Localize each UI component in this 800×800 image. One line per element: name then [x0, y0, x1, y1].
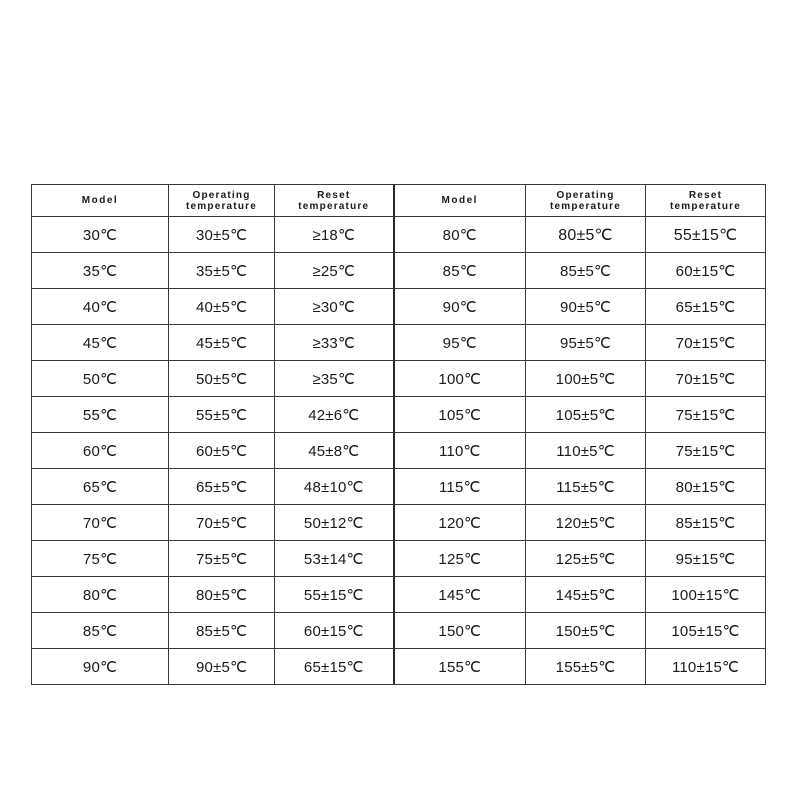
cell-operating-temperature: 80±5℃ [169, 577, 275, 613]
cell-operating-temperature-2: 145±5℃ [526, 577, 646, 613]
cell-model: 50℃ [32, 361, 169, 397]
header-reset-temperature: Reset temperature [275, 185, 394, 217]
cell-model-2: 85℃ [394, 253, 526, 289]
table-row [32, 433, 766, 469]
cell-model-2: 95℃ [394, 325, 526, 361]
cell-operating-temperature-2: 100±5℃ [526, 361, 646, 397]
cell-reset-temperature: ≥25℃ [275, 253, 394, 289]
cell-operating-temperature: 35±5℃ [169, 253, 275, 289]
cell-reset-temperature: 65±15℃ [275, 649, 394, 685]
cell-reset-temperature: 50±12℃ [275, 505, 394, 541]
cell-model: 80℃ [32, 577, 169, 613]
cell-operating-temperature: 55±5℃ [169, 397, 275, 433]
cell-operating-temperature: 40±5℃ [169, 289, 275, 325]
cell-operating-temperature-2: 120±5℃ [526, 505, 646, 541]
cell-model-2: 80℃ [394, 217, 526, 253]
cell-operating-temperature: 90±5℃ [169, 649, 275, 685]
cell-reset-temperature: 60±15℃ [275, 613, 394, 649]
cell-reset-temperature-2: 60±15℃ [646, 253, 766, 289]
cell-operating-temperature: 75±5℃ [169, 541, 275, 577]
cell-reset-temperature-2: 85±15℃ [646, 505, 766, 541]
cell-operating-temperature-2: 105±5℃ [526, 397, 646, 433]
table-body [32, 217, 766, 685]
cell-reset-temperature: ≥30℃ [275, 289, 394, 325]
cell-model: 40℃ [32, 289, 169, 325]
header-operating-temperature-2: Operating temperature [526, 185, 646, 217]
table-row [32, 577, 766, 613]
cell-reset-temperature-2: 70±15℃ [646, 361, 766, 397]
header-operating-temperature: Operating temperature [169, 185, 275, 217]
header-model-2: Model [394, 185, 526, 217]
cell-reset-temperature: 55±15℃ [275, 577, 394, 613]
cell-reset-temperature-2: 65±15℃ [646, 289, 766, 325]
table-row [32, 469, 766, 505]
cell-model: 85℃ [32, 613, 169, 649]
cell-operating-temperature-2: 85±5℃ [526, 253, 646, 289]
table-row [32, 541, 766, 577]
cell-reset-temperature-2: 75±15℃ [646, 433, 766, 469]
table-row [32, 505, 766, 541]
cell-operating-temperature-2: 95±5℃ [526, 325, 646, 361]
cell-reset-temperature: ≥18℃ [275, 217, 394, 253]
cell-operating-temperature: 45±5℃ [169, 325, 275, 361]
cell-reset-temperature-2: 105±15℃ [646, 613, 766, 649]
cell-model-2: 110℃ [394, 433, 526, 469]
cell-model-2: 155℃ [394, 649, 526, 685]
cell-reset-temperature: 42±6℃ [275, 397, 394, 433]
cell-model: 45℃ [32, 325, 169, 361]
cell-reset-temperature-2: 80±15℃ [646, 469, 766, 505]
cell-operating-temperature-2: 110±5℃ [526, 433, 646, 469]
cell-reset-temperature-2: 95±15℃ [646, 541, 766, 577]
table-row [32, 397, 766, 433]
cell-model-2: 115℃ [394, 469, 526, 505]
cell-operating-temperature: 30±5℃ [169, 217, 275, 253]
cell-reset-temperature: ≥35℃ [275, 361, 394, 397]
cell-model: 75℃ [32, 541, 169, 577]
cell-model-2: 145℃ [394, 577, 526, 613]
cell-operating-temperature-2: 155±5℃ [526, 649, 646, 685]
table-row [32, 253, 766, 289]
cell-reset-temperature-2: 100±15℃ [646, 577, 766, 613]
cell-reset-temperature: 45±8℃ [275, 433, 394, 469]
cell-operating-temperature-2: 90±5℃ [526, 289, 646, 325]
cell-reset-temperature: 48±10℃ [275, 469, 394, 505]
cell-reset-temperature: 53±14℃ [275, 541, 394, 577]
cell-reset-temperature-2: 70±15℃ [646, 325, 766, 361]
cell-model-2: 120℃ [394, 505, 526, 541]
header-row [32, 185, 766, 217]
cell-model-2: 100℃ [394, 361, 526, 397]
cell-model-2: 90℃ [394, 289, 526, 325]
cell-reset-temperature: ≥33℃ [275, 325, 394, 361]
table-row [32, 649, 766, 685]
cell-operating-temperature-2: 80±5℃ [526, 217, 646, 253]
table-row [32, 613, 766, 649]
cell-reset-temperature-2: 75±15℃ [646, 397, 766, 433]
cell-model-2: 150℃ [394, 613, 526, 649]
cell-model: 35℃ [32, 253, 169, 289]
cell-model: 70℃ [32, 505, 169, 541]
header-model: Model [32, 185, 169, 217]
temperature-spec-table [31, 184, 766, 685]
cell-model-2: 105℃ [394, 397, 526, 433]
table-row [32, 289, 766, 325]
cell-model: 30℃ [32, 217, 169, 253]
cell-operating-temperature-2: 125±5℃ [526, 541, 646, 577]
cell-model-2: 125℃ [394, 541, 526, 577]
header-reset-temperature-2: Reset temperature [646, 185, 766, 217]
table-row [32, 325, 766, 361]
cell-reset-temperature-2: 110±15℃ [646, 649, 766, 685]
cell-reset-temperature-2: 55±15℃ [646, 217, 766, 253]
cell-model: 60℃ [32, 433, 169, 469]
cell-operating-temperature: 85±5℃ [169, 613, 275, 649]
cell-operating-temperature: 60±5℃ [169, 433, 275, 469]
cell-operating-temperature-2: 150±5℃ [526, 613, 646, 649]
cell-operating-temperature: 70±5℃ [169, 505, 275, 541]
cell-model: 65℃ [32, 469, 169, 505]
table-row [32, 361, 766, 397]
cell-model: 90℃ [32, 649, 169, 685]
cell-operating-temperature: 50±5℃ [169, 361, 275, 397]
cell-operating-temperature: 65±5℃ [169, 469, 275, 505]
table-row [32, 217, 766, 253]
cell-operating-temperature-2: 115±5℃ [526, 469, 646, 505]
cell-model: 55℃ [32, 397, 169, 433]
